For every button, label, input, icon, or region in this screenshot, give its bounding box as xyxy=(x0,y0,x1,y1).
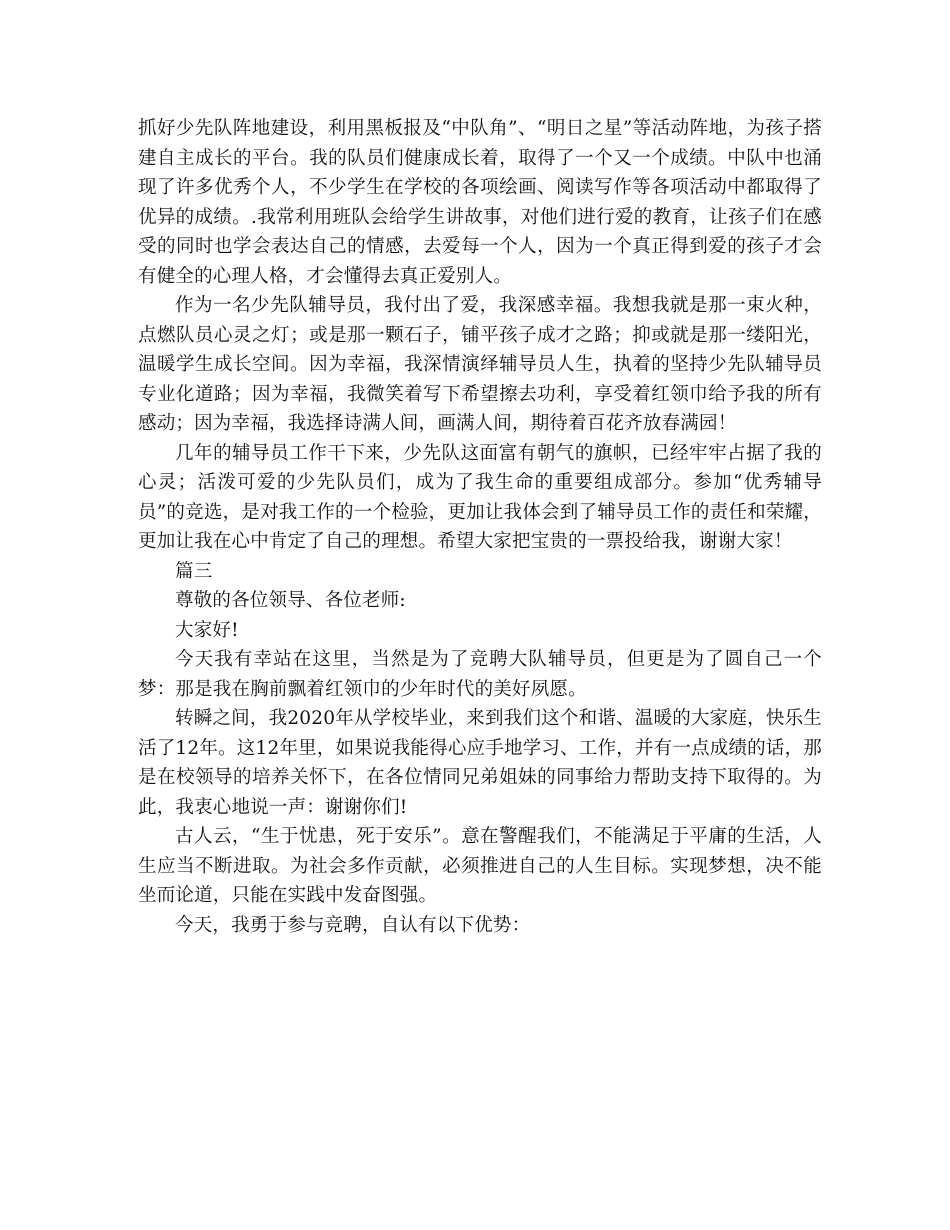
paragraph-7: 今天，我勇于参与竞聘，自认有以下优势： xyxy=(175,914,531,936)
paragraph-4: 今天我有幸站在这里，当然是为了竞聘大队辅导员，但更是为了圆自己一个梦：那是我在胸前飘着红领巾的少年时代的美好夙愿。 xyxy=(138,649,822,700)
paragraph-5: 转瞬之间，我2020年从学校毕业，来到我们这个和谐、温暖的大家庭，快乐生活了12年。这12年里，如果说我能得心应手地学习、工作，并有一点成绩的话，那是在校领导的培养关怀下，在各位情同兄弟姐妹的同事给力帮助支持下取得的。为此，我衷心地说一声：谢谢你们! xyxy=(138,708,822,818)
paragraph-6: 古人云，“生于忧患，死于安乐”。意在警醒我们，不能满足于平庸的生活，人生应当不断进取。为社会多作贡献，必须推进自己的人生目标。实现梦想，决不能坐而论道，只能在实践中发奋图强。 xyxy=(138,826,822,906)
paragraph-3: 几年的辅导员工作干下来，少先队这面富有朝气的旗帜，已经牢牢占据了我的心灵；活泼可爱的少先队员们，成为了我生命的重要组成部分。参加“优秀辅导员”的竞选，是对我工作的一个检验，更加让我体会到了辅导员工作的责任和荣耀，更加让我在心中肯定了自己的理想。希望大家把宝贵的一票投给我，谢谢大家！ xyxy=(138,442,822,552)
document-page xyxy=(138,114,822,940)
greeting: 大家好! xyxy=(175,619,239,641)
paragraph-1: 抓好少先队阵地建设，利用黑板报及“中队角”、“明日之星”等活动阵地，为孩子搭建自主成长的平台。我的队员们健康成长着，取得了一个又一个成绩。中队中也涌现了许多优秀个人，不少学生在学校的各项绘画、阅读写作等各项活动中都取得了优异的成绩。.我常利用班队会给学生讲故事，对他们进行爱的教育，让孩子们在感受的同时也学会表达自己的情感，去爱每一个人，因为一个真正得到爱的孩子才会有健全的心理人格，才会懂得去真正爱别人。 xyxy=(138,118,822,287)
paragraph-2: 作为一名少先队辅导员，我付出了爱，我深感幸福。我想我就是那一束火种，点燃队员心灵之灯；或是那一颗石子，铺平孩子成才之路；抑或就是那一缕阳光，温暖学生成长空间。因为幸福，我深情演绎辅导员人生，执着的坚持少先队辅导员专业化道路；因为幸福，我微笑着写下希望擦去功利，享受着红领巾给予我的所有感动；因为幸福，我选择诗满人间，画满人间，期待着百花齐放春满园！ xyxy=(138,295,822,434)
section-heading: 篇三 xyxy=(175,560,213,582)
salutation: 尊敬的各位领导、各位老师: xyxy=(175,590,406,611)
